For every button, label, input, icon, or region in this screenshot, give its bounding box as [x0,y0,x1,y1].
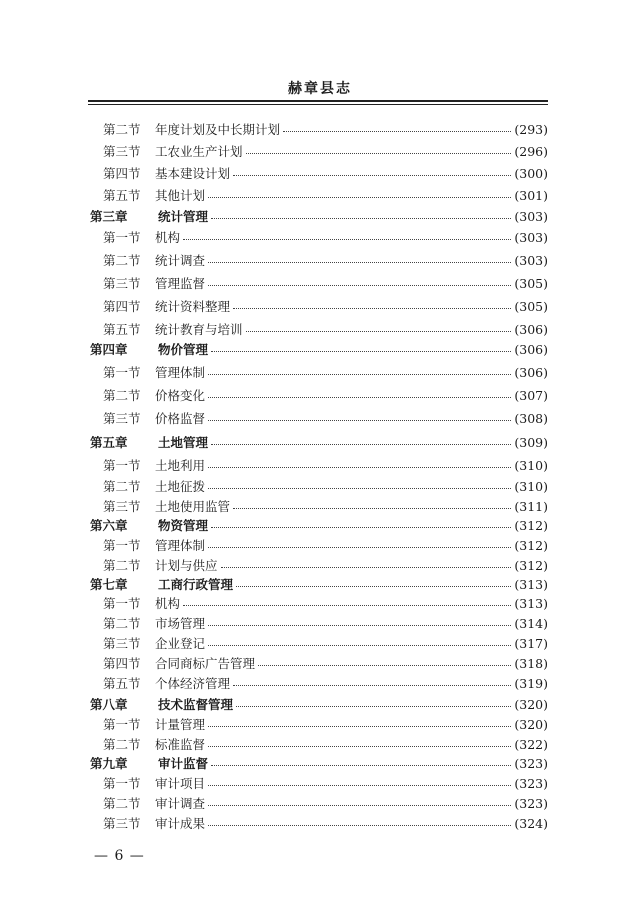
toc-section-row[interactable] [103,388,548,404]
toc-entry-number: 第一节 [103,365,141,380]
toc-entry-page: (310) [514,479,548,494]
toc-entry-page: (320) [514,697,548,712]
toc-dot-leader [233,684,511,686]
toc-entry-title: 工商行政管理 [158,577,234,592]
header-rule-thin [88,104,548,105]
toc-entry-number: 第二节 [103,558,141,573]
toc-section-row[interactable] [103,144,548,160]
toc-entry-title: 土地征拨 [155,479,206,494]
toc-dot-leader [208,546,511,548]
toc-section-row[interactable] [103,636,548,652]
toc-dot-leader [211,350,511,352]
toc-dot-leader [208,373,511,375]
toc-entry-page: (313) [514,596,548,611]
toc-dot-leader [208,466,511,468]
toc-entry-title: 市场管理 [155,616,206,631]
toc-chapter-row[interactable] [90,756,548,772]
toc-section-row[interactable] [103,166,548,182]
toc-dot-leader [208,284,511,286]
toc-entry-number: 第九章 [90,756,128,771]
toc-entry-page: (306) [514,342,548,357]
toc-entry-number: 第二节 [103,796,141,811]
toc-dot-leader [208,487,511,489]
toc-dot-leader [246,330,512,332]
toc-dot-leader [208,644,511,646]
toc-entry-page: (305) [514,299,548,314]
toc-entry-title: 审计项目 [155,776,206,791]
toc-section-row[interactable] [103,411,548,427]
toc-entry-title: 审计监督 [158,756,209,771]
toc-section-row[interactable] [103,776,548,792]
toc-entry-number: 第三节 [103,411,141,426]
toc-entry-title: 企业登记 [155,636,206,651]
toc-entry-page: (296) [514,144,548,159]
toc-entry-page: (305) [514,276,548,291]
toc-entry-title: 计划与供应 [155,558,218,573]
toc-dot-leader [233,507,511,509]
toc-entry-title: 合同商标广告管理 [155,656,256,671]
toc-entry-title: 统计管理 [158,209,209,224]
toc-dot-leader [208,745,511,747]
toc-entry-page: (323) [514,796,548,811]
toc-entry-title: 价格变化 [155,388,206,403]
toc-entry-number: 第二节 [103,122,141,137]
toc-section-row[interactable] [103,596,548,612]
toc-entry-number: 第五节 [103,322,141,337]
toc-entry-page: (293) [514,122,548,137]
toc-entry-page: (324) [514,816,548,831]
toc-entry-title: 统计资料整理 [155,299,231,314]
toc-chapter-row[interactable] [90,342,548,358]
toc-dot-leader [208,196,511,198]
toc-dot-leader [283,130,511,132]
toc-dot-leader [233,174,511,176]
toc-section-row[interactable] [103,458,548,474]
toc-entry-page: (308) [514,411,548,426]
toc-section-row[interactable] [103,499,548,515]
page-number: — 6 — [94,848,145,864]
toc-entry-number: 第三节 [103,636,141,651]
toc-dot-leader [211,526,511,528]
toc-entry-page: (307) [514,388,548,403]
toc-entry-page: (318) [514,656,548,671]
toc-entry-title: 机构 [155,230,181,245]
toc-section-row[interactable] [103,717,548,733]
toc-section-row[interactable] [103,188,548,204]
toc-section-row[interactable] [103,479,548,495]
toc-entry-number: 第一节 [103,230,141,245]
toc-entry-page: (322) [514,737,548,752]
toc-entry-title: 土地利用 [155,458,206,473]
toc-entry-title: 年度计划及中长期计划 [155,122,281,137]
toc-section-row[interactable] [103,558,548,574]
toc-section-row[interactable] [103,737,548,753]
toc-entry-page: (310) [514,458,548,473]
toc-dot-leader [183,238,511,240]
toc-entry-title: 统计调查 [155,253,206,268]
toc-section-row[interactable] [103,299,548,315]
toc-entry-number: 第四章 [90,342,128,357]
toc-entry-number: 第二节 [103,737,141,752]
toc-dot-leader [211,217,511,219]
toc-entry-page: (300) [514,166,548,181]
toc-entry-page: (311) [514,499,548,514]
running-head-title: 赫章县志 [288,81,352,97]
toc-entry-number: 第二节 [103,479,141,494]
toc-dot-leader [208,261,511,263]
toc-entry-title: 物价管理 [158,342,209,357]
toc-dot-leader [246,152,512,154]
toc-entry-number: 第四节 [103,656,141,671]
toc-entry-title: 其他计划 [155,188,206,203]
toc-entry-page: (303) [514,230,548,245]
header-rule-thick [88,100,548,102]
toc-entry-page: (314) [514,616,548,631]
toc-entry-number: 第一节 [103,538,141,553]
toc-entry-title: 统计教育与培训 [155,322,243,337]
toc-section-row[interactable] [103,365,548,381]
toc-entry-number: 第一节 [103,717,141,732]
toc-section-row[interactable] [103,322,548,338]
toc-entry-title: 工农业生产计划 [155,144,243,159]
toc-section-row[interactable] [103,676,548,692]
toc-entry-title: 计量管理 [155,717,206,732]
toc-entry-title: 技术监督管理 [158,697,234,712]
toc-dot-leader [208,784,511,786]
toc-entry-page: (323) [514,776,548,791]
toc-entry-title: 土地使用监管 [155,499,231,514]
toc-entry-title: 管理监督 [155,276,206,291]
toc-section-row[interactable] [103,276,548,292]
toc-entry-title: 审计成果 [155,816,206,831]
toc-entry-number: 第一节 [103,458,141,473]
toc-dot-leader [208,419,511,421]
toc-chapter-row[interactable] [90,577,548,593]
toc-entry-number: 第三节 [103,144,141,159]
toc-dot-leader [208,624,511,626]
toc-entry-page: (320) [514,717,548,732]
toc-entry-page: (319) [514,676,548,691]
toc-entry-page: (306) [514,322,548,337]
toc-entry-number: 第三节 [103,816,141,831]
toc-entry-page: (313) [514,577,548,592]
toc-entry-page: (309) [514,435,548,450]
toc-entry-title: 管理体制 [155,365,206,380]
toc-entry-page: (317) [514,636,548,651]
toc-chapter-row[interactable] [90,209,548,225]
toc-section-row[interactable] [103,816,548,832]
toc-entry-number: 第三节 [103,499,141,514]
toc-dot-leader [236,585,511,587]
toc-entry-number: 第一节 [103,596,141,611]
toc-entry-title: 机构 [155,596,181,611]
toc-dot-leader [211,764,511,766]
toc-section-row[interactable] [103,230,548,246]
toc-entry-page: (301) [514,188,548,203]
toc-chapter-row[interactable] [90,697,548,713]
toc-entry-number: 第二节 [103,253,141,268]
toc-entry-page: (323) [514,756,548,771]
toc-section-row[interactable] [103,253,548,269]
toc-entry-title: 审计调查 [155,796,206,811]
toc-entry-number: 第五节 [103,188,141,203]
toc-entry-title: 标准监督 [155,737,206,752]
toc-dot-leader [258,664,511,666]
toc-entry-number: 第八章 [90,697,128,712]
toc-entry-title: 物资管理 [158,518,209,533]
toc-entry-page: (312) [514,558,548,573]
toc-entry-title: 价格监督 [155,411,206,426]
toc-dot-leader [208,396,511,398]
toc-entry-title: 土地管理 [158,435,209,450]
toc-dot-leader [208,824,511,826]
toc-dot-leader [211,443,511,445]
toc-section-row[interactable] [103,656,548,672]
toc-entry-number: 第七章 [90,577,128,592]
toc-dot-leader [221,566,512,568]
toc-section-row[interactable] [103,616,548,632]
toc-dot-leader [208,725,511,727]
toc-dot-leader [183,604,511,606]
toc-entry-number: 第一节 [103,776,141,791]
toc-entry-number: 第四节 [103,166,141,181]
toc-section-row[interactable] [103,122,548,138]
toc-entry-number: 第五节 [103,676,141,691]
toc-dot-leader [208,804,511,806]
toc-chapter-row[interactable] [90,518,548,534]
toc-entry-number: 第五章 [90,435,128,450]
toc-entry-number: 第二节 [103,616,141,631]
toc-section-row[interactable] [103,796,548,812]
toc-section-row[interactable] [103,538,548,554]
toc-entry-page: (306) [514,365,548,380]
toc-dot-leader [233,307,511,309]
toc-entry-page: (303) [514,253,548,268]
toc-chapter-row[interactable] [90,435,548,451]
toc-entry-number: 第三节 [103,276,141,291]
toc-entry-page: (303) [514,209,548,224]
toc-entry-page: (312) [514,538,548,553]
toc-entry-title: 基本建设计划 [155,166,231,181]
toc-entry-page: (312) [514,518,548,533]
toc-entry-number: 第六章 [90,518,128,533]
toc-entry-title: 管理体制 [155,538,206,553]
toc-entry-title: 个体经济管理 [155,676,231,691]
toc-entry-number: 第二节 [103,388,141,403]
toc-entry-number: 第三章 [90,209,128,224]
toc-dot-leader [236,705,511,707]
toc-entry-number: 第四节 [103,299,141,314]
